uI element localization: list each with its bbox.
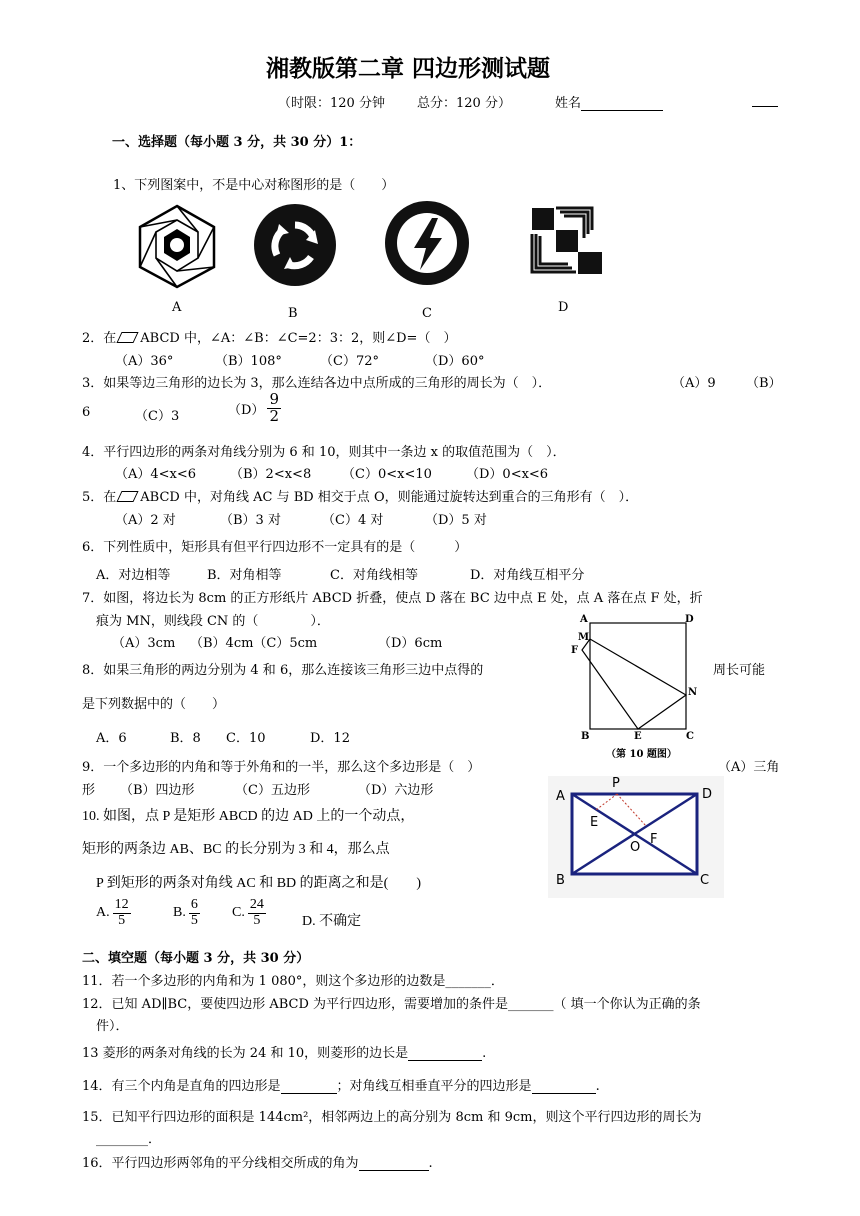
fig10-label-c: C xyxy=(686,731,694,742)
parallelogram-icon xyxy=(117,332,139,343)
q9-option-b[interactable]: （B）四边形 xyxy=(120,783,195,798)
q8-line1b: 周长可能 xyxy=(713,663,766,678)
q10-b-num: 6 xyxy=(190,897,198,912)
q14-text xyxy=(82,1075,600,1094)
q9-option-a[interactable]: （A）三角 xyxy=(718,760,780,775)
q13-blank[interactable] xyxy=(408,1046,482,1061)
q3-option-b-value: 6 xyxy=(82,405,91,420)
q7-line2: 痕为 MN，则线段 CN 的（ ）． xyxy=(96,614,330,629)
rect-label-a: A xyxy=(556,789,565,804)
parallelogram-icon xyxy=(117,491,139,502)
q5-option-c[interactable]: （C）4 对 xyxy=(322,513,384,528)
q10-line3: P 到矩形的两条对角线 AC 和 BD 的距离之和是( ) xyxy=(96,876,421,891)
q12-line1: 12．已知 AD∥BC，要使四边形 ABCD 为平行四边形，需要增加的条件是_______（ 填一个你认为正确的条 xyxy=(82,997,701,1012)
q8-line1: 8．如果三角形的两边分别为 4 和 6，那么连接该三角形三边中点得的 xyxy=(82,663,484,678)
q3-frac-den: 2 xyxy=(269,406,279,425)
q14-blank-2[interactable] xyxy=(532,1079,596,1094)
q6-option-c[interactable]: C．对角线相等 xyxy=(330,568,418,583)
q10-a-num: 12 xyxy=(114,897,129,912)
rect-label-c: C xyxy=(700,873,710,888)
q2-text xyxy=(82,327,456,346)
q15-line2: ________． xyxy=(96,1132,162,1147)
q3-text: 3．如果等边三角形的边长为 3，那么连结各边中点所成的三角形的周长为（ ）． xyxy=(82,376,552,391)
q6-option-d[interactable]: D．对角线互相平分 xyxy=(470,568,585,583)
q4-option-d[interactable]: （D）0<x<6 xyxy=(466,467,549,482)
q1-label-b: B xyxy=(288,306,298,318)
q1-label-a: A xyxy=(172,300,182,315)
q5-post: ABCD 中，对角线 AC 与 BD 相交于点 O，则能通过旋转达到重合的三角形有（ ）． xyxy=(140,490,639,505)
q6-text: 6．下列性质中，矩形具有但平行四边形不一定具有的是（ ） xyxy=(82,540,468,555)
q5-text xyxy=(82,486,638,505)
folded-square-figure xyxy=(570,617,700,737)
q6-option-a[interactable]: A．对边相等 xyxy=(96,568,171,583)
q10-line2: 矩形的两条边 AB、BC 的长分别为 3 和 4，那么点 xyxy=(82,842,390,857)
q1-figure-b xyxy=(253,203,337,287)
q2-pre: 2．在 xyxy=(82,331,117,346)
q10-option-c-label: C. xyxy=(232,905,245,921)
q8-line2: 是下列数据中的（ ） xyxy=(82,697,226,712)
q10-b-den: 5 xyxy=(190,912,198,928)
q10-line1: 10. 如图，点 P 是矩形 ABCD 的边 AD 上的一个动点， xyxy=(82,809,415,824)
fig10-label-e: E xyxy=(634,731,642,742)
section2-heading: 二、填空题（每小题 3 分，共 30 分） xyxy=(82,951,310,966)
q14-end: . xyxy=(595,1079,600,1094)
q7-option-bc[interactable]: （B）4cm（C）5cm xyxy=(190,636,318,651)
total-score: 总分：120 分） xyxy=(417,96,511,111)
q5-option-d[interactable]: （D）5 对 xyxy=(425,513,487,528)
q4-option-b[interactable]: （B）2<x<8 xyxy=(230,467,312,482)
q13-end: . xyxy=(482,1046,487,1061)
page-title: 湘教版第二章 四边形测试题 xyxy=(266,56,551,82)
q4-option-a[interactable]: （A）4<x<6 xyxy=(115,467,197,482)
q16-text xyxy=(82,1152,433,1171)
rectangle-diagonals-figure xyxy=(548,776,724,898)
q10-option-b[interactable] xyxy=(173,898,203,928)
q13-text xyxy=(82,1042,486,1061)
q2-option-a[interactable]: （A）36° xyxy=(115,354,174,369)
q10-a-den: 5 xyxy=(118,912,126,928)
q5-pre: 5．在 xyxy=(82,490,117,505)
q11-text: 11．若一个多边形的内角和为 1 080°，则这个多边形的边数是_______． xyxy=(82,974,504,989)
q3-option-a[interactable]: （A）9 xyxy=(672,376,716,391)
q9-option-a-tail: 形 xyxy=(82,783,96,798)
q10-c-num: 24 xyxy=(249,897,264,912)
fig10-label-a: A xyxy=(580,614,588,625)
q3-fraction xyxy=(267,392,281,425)
q3-option-d[interactable] xyxy=(228,392,284,425)
q8-option-c[interactable]: C．10 xyxy=(226,731,266,746)
q1-figure-d xyxy=(530,206,604,276)
q16-end: . xyxy=(428,1156,433,1171)
q7-option-d[interactable]: （D）6cm xyxy=(378,636,443,651)
q16-blank[interactable] xyxy=(359,1156,429,1171)
fig10-label-d: D xyxy=(685,614,694,625)
q8-option-b[interactable]: B．8 xyxy=(170,731,201,746)
q16-pre: 16．平行四边形两邻角的平分线相交所成的角为 xyxy=(82,1156,359,1171)
q3-option-b-head[interactable]: （B） xyxy=(746,376,782,391)
q5-option-b[interactable]: （B）3 对 xyxy=(220,513,281,528)
q9-option-d[interactable]: （D）六边形 xyxy=(358,783,434,798)
q15-line1: 15．已知平行四边形的面积是 144cm²，相邻两边上的高分别为 8cm 和 9cm，则这个平行四边形的周长为 xyxy=(82,1110,702,1125)
q8-option-d[interactable]: D．12 xyxy=(310,731,350,746)
q2-option-d[interactable]: （D）60° xyxy=(425,354,485,369)
q9-option-c[interactable]: （C）五边形 xyxy=(235,783,310,798)
rect-label-b: B xyxy=(556,873,565,888)
q6-option-b[interactable]: B．对角相等 xyxy=(207,568,282,583)
q3-option-c[interactable]: （C）3 xyxy=(135,409,180,424)
name-label-text: 姓名 xyxy=(555,96,582,111)
q4-text: 4．平行四边形的两条对角线分别为 6 和 10，则其中一条边 x 的取值范围为（ ）． xyxy=(82,445,566,460)
q12-line2: 件）． xyxy=(96,1019,129,1034)
q1-label-c: C xyxy=(422,306,432,318)
fig10-label-n: N xyxy=(688,687,698,698)
q10-option-c[interactable] xyxy=(232,898,269,928)
q2-option-b[interactable]: （B）108° xyxy=(215,354,282,369)
extra-blank[interactable] xyxy=(752,92,778,107)
q14-blank-1[interactable] xyxy=(281,1079,337,1094)
q10-c-den: 5 xyxy=(253,912,261,928)
q1-figure-a xyxy=(133,203,221,289)
q10-b-fraction xyxy=(189,898,200,928)
fig10-label-f: F xyxy=(571,645,579,656)
q1-figure-c xyxy=(384,200,470,286)
q3-frac-num: 9 xyxy=(269,390,279,408)
section1-heading: 一、选择题（每小题 3 分，共 30 分）1： xyxy=(112,135,362,150)
q7-line1: 7．如图，将边长为 8cm 的正方形纸片 ABCD 折叠，使点 D 落在 BC 边中点 E 处，点 A 落在点 F 处，折 xyxy=(82,591,703,606)
q1-text: 1、下列图案中，不是中心对称图形的是（ ） xyxy=(113,178,395,193)
name-blank[interactable] xyxy=(581,96,663,111)
fig10-label-b: B xyxy=(581,731,590,742)
q13-label: 13 菱形的两条对角线的长为 24 和 10，则菱形的边长是 xyxy=(82,1046,409,1061)
q10-a-fraction xyxy=(113,898,131,928)
q10-option-a[interactable] xyxy=(96,898,134,928)
q10-option-d[interactable]: D. 不确定 xyxy=(302,914,362,929)
q14-pre: 14．有三个内角是直角的四边形是 xyxy=(82,1079,281,1094)
q4-option-c[interactable]: （C）0<x<10 xyxy=(342,467,432,482)
q10-c-fraction xyxy=(248,898,266,928)
name-label xyxy=(555,92,663,111)
rect-label-o: O xyxy=(630,840,641,855)
time-limit: （时限：120 分钟 xyxy=(278,96,385,111)
rect-label-d: D xyxy=(702,787,713,802)
fig10-caption: （第 10 题图） xyxy=(606,749,677,760)
fig10-label-m: M xyxy=(578,632,590,643)
q9-text: 9．一个多边形的内角和等于外角和的一半，那么这个多边形是（ ） xyxy=(82,760,481,775)
q5-option-a[interactable]: （A）2 对 xyxy=(115,513,176,528)
q2-post: ABCD 中，∠A：∠B：∠C=2：3：2，则∠D=（ ） xyxy=(140,331,457,346)
q10-option-a-label: A. xyxy=(96,905,110,921)
rect-label-e: E xyxy=(590,815,599,830)
q10-option-b-label: B. xyxy=(173,905,186,921)
q8-option-a[interactable]: A．6 xyxy=(96,731,127,746)
q3-option-d-label: （D） xyxy=(228,402,265,418)
rect-label-f: F xyxy=(650,832,658,847)
q1-label-d: D xyxy=(558,300,569,315)
q2-option-c[interactable]: （C）72° xyxy=(320,354,379,369)
rect-label-p: P xyxy=(612,776,620,791)
q7-option-a[interactable]: （A）3cm xyxy=(112,636,176,651)
q14-mid: ；对角线互相垂直平分的四边形是 xyxy=(336,1079,532,1094)
